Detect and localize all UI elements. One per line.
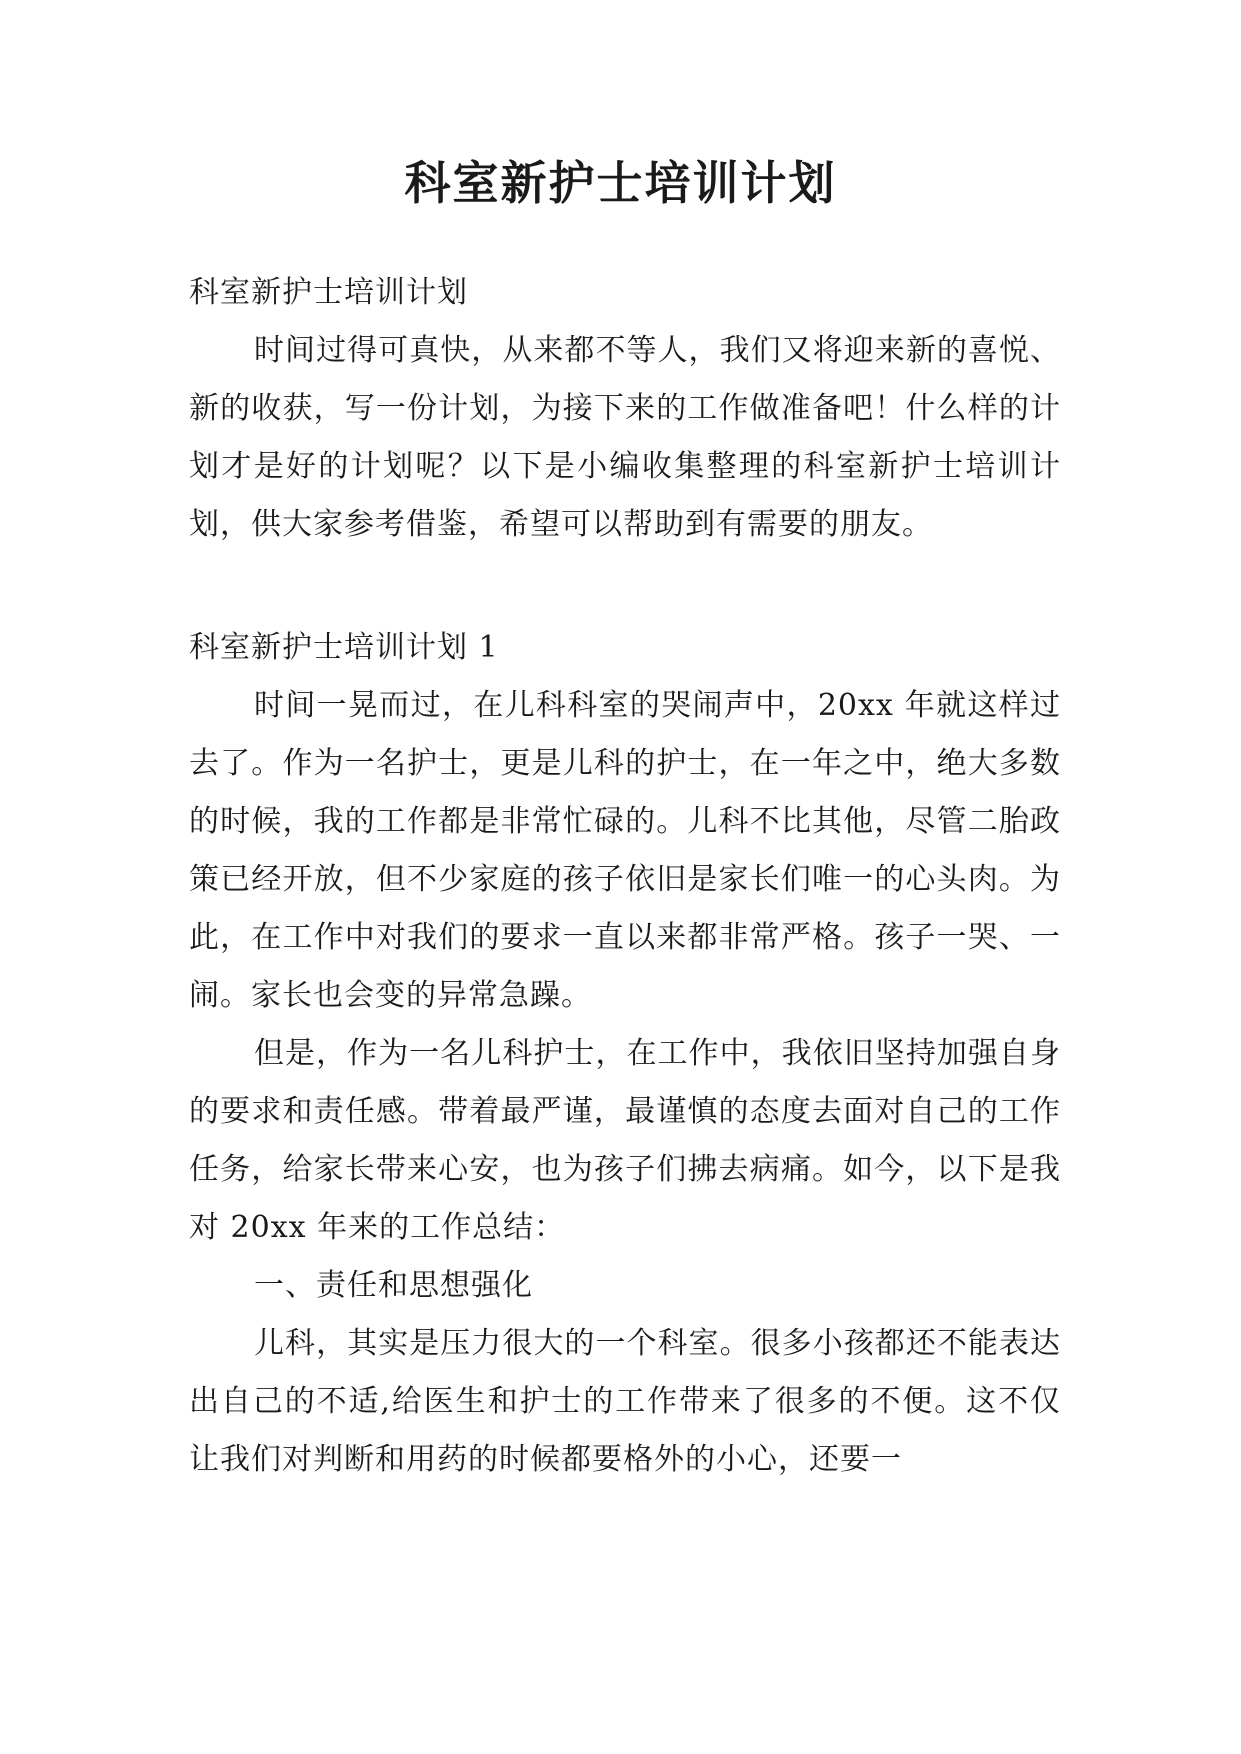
document-title: 科室新护士培训计划 <box>404 156 837 210</box>
section-1-subheading: 一、责任和思想强化 <box>254 1268 533 1303</box>
intro-heading: 科室新护士培训计划 <box>189 275 468 310</box>
section-1-paragraph-1: 时间一晃而过，在儿科科室的哭闹声中，20xx 年就这样过去了。作为一名护士，更是儿科的护士，在一年之中，绝大多数的时候，我的工作都是非常忙碌的。儿科不比其他，尽管二胎政策已经开放，但不少家庭的孩子依旧是家长们唯一的心头肉。为此，在工作中对我们的要求一直以来都非常严格。孩子一哭、一闹。家长也会变的异常急躁。 <box>189 688 1061 1013</box>
section-1-heading: 科室新护士培训计划 1 <box>189 630 499 665</box>
section-1 <box>189 619 1061 1489</box>
intro-section <box>189 264 1061 554</box>
intro-paragraph: 时间过得可真快，从来都不等人，我们又将迎来新的喜悦、新的收获，写一份计划，为接下来的工作做准备吧！什么样的计划才是好的计划呢？以下是小编收集整理的科室新护士培训计划，供大家参考借鉴，希望可以帮助到有需要的朋友。 <box>189 333 1061 542</box>
section-1-paragraph-2: 但是，作为一名儿科护士，在工作中，我依旧坚持加强自身的要求和责任感。带着最严谨，最谨慎的态度去面对自己的工作任务，给家长带来心安，也为孩子们拂去病痛。如今，以下是我对 20xx 年来的工作总结： <box>189 1036 1061 1245</box>
section-1-paragraph-3: 儿科，其实是压力很大的一个科室。很多小孩都还不能表达出自己的不适,给医生和护士的工作带来了很多的不便。这不仅让我们对判断和用药的时候都要格外的小心，还要一 <box>189 1326 1061 1477</box>
